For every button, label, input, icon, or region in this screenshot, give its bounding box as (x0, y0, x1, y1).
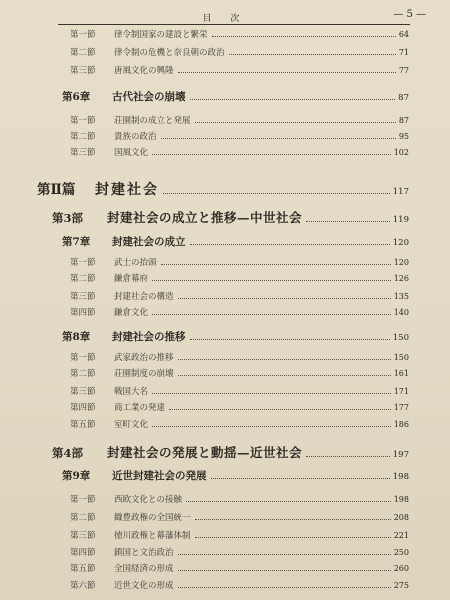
toc-entry-number: 第四節 (70, 403, 96, 413)
toc-entry-title: 封建社会の成立と推移—中世社会 (107, 210, 303, 225)
dot-leader (178, 587, 391, 588)
dot-leader (212, 36, 396, 37)
toc-entry-page: 186 (393, 420, 409, 429)
toc-entry-title: 封建社会の成立 (112, 236, 186, 248)
dot-leader (190, 244, 390, 245)
toc-entry-page: 64 (398, 30, 409, 39)
toc-entry-number: 第三節 (70, 148, 96, 158)
toc-entry-section (0, 418, 450, 430)
toc-entry-section (0, 385, 450, 397)
toc-entry-title: 鎌倉幕府 (114, 274, 149, 284)
dot-leader (178, 554, 391, 555)
toc-entry-number: 第6章 (62, 91, 91, 103)
dot-leader (195, 537, 391, 538)
toc-entry-chapter (0, 329, 450, 344)
toc-entry-page: 171 (393, 387, 409, 396)
toc-entry-page: 161 (393, 369, 409, 378)
toc-entry-page: 208 (393, 513, 409, 522)
header-page-number: — 5 — (393, 9, 426, 20)
toc-entry-page: 197 (392, 450, 409, 460)
dot-leader (152, 280, 391, 281)
toc-entry-title: 全国経済の形成 (114, 564, 174, 574)
toc-entry-title: 近世封建社会の発展 (112, 470, 207, 482)
toc-entry-title: 貴族の政治 (114, 132, 157, 142)
toc-entry-page: 71 (398, 48, 409, 57)
toc-entry-section (0, 272, 450, 284)
toc-entry-number: 第三節 (70, 531, 96, 541)
dot-leader (229, 54, 396, 55)
toc-entry-number: 第一節 (70, 30, 96, 40)
toc-entry-title: 徳川政権と幕藩体制 (114, 531, 191, 541)
dot-leader (161, 138, 396, 139)
toc-entry-page: 221 (393, 531, 409, 540)
toc-entry-title: 封建社会の発展と動揺—近世社会 (107, 445, 303, 460)
toc-entry-section (0, 367, 450, 379)
toc-entry-number: 第五節 (70, 420, 96, 430)
toc-entry-page: 102 (393, 148, 409, 157)
toc-entry-section (0, 351, 450, 363)
toc-entry-page: 250 (393, 548, 409, 557)
toc-entry-page: 87 (398, 93, 409, 103)
dot-leader (163, 193, 390, 194)
toc-entry-page: 198 (392, 472, 409, 482)
toc-entry-title: 近世文化の形成 (114, 581, 174, 591)
toc-entry-section (0, 130, 450, 142)
toc-entry-title: 封建社会 (95, 182, 159, 198)
toc-entry-section (0, 28, 450, 40)
header-title: 目 次 (202, 14, 248, 24)
toc-entry-number: 第8章 (62, 331, 91, 343)
toc-entry-chapter (0, 468, 450, 483)
dot-leader (195, 122, 396, 123)
toc-entry-title: 律令制の危機と奈良朝の政治 (114, 48, 225, 58)
toc-entry-number: 第三節 (70, 387, 96, 397)
toc-entry-section (0, 511, 450, 523)
toc-entry-title: 荘園制の成立と発展 (114, 116, 191, 126)
toc-entry-title: 荘園制度の崩壊 (114, 369, 174, 379)
dot-leader (306, 456, 390, 457)
toc-entry-number: 第一節 (70, 116, 96, 126)
toc-entry-number: 第7章 (62, 236, 91, 248)
toc-entry-page: 95 (398, 132, 409, 141)
toc-entry-page: 126 (393, 274, 409, 283)
toc-entry-part (0, 443, 450, 461)
header-rule (58, 24, 410, 25)
toc-entry-page: 275 (393, 581, 409, 590)
toc-entry-title: 封建社会の構造 (114, 292, 174, 302)
dot-leader (306, 221, 390, 222)
toc-entry-section (0, 46, 450, 58)
toc-entry-number: 第一節 (70, 258, 96, 268)
toc-entry-number: 第3部 (52, 211, 84, 225)
toc-entry-number: 第9章 (62, 470, 91, 482)
toc-entry-page: 260 (393, 564, 409, 573)
toc-entry-chapter (0, 89, 450, 104)
toc-entry-page: 119 (392, 215, 409, 225)
toc-entry-number: 第一節 (70, 495, 96, 505)
dot-leader (169, 409, 391, 410)
toc-entry-title: 武家政治の推移 (114, 353, 174, 363)
toc-entry-section (0, 493, 450, 505)
toc-entry-number: 第三節 (70, 292, 96, 302)
toc-entry-title: 鎖国と文治政治 (114, 548, 174, 558)
toc-entry-section (0, 146, 450, 158)
dot-leader (178, 375, 391, 376)
toc-entry-number: 第二節 (70, 513, 96, 523)
dot-leader (190, 99, 396, 100)
toc-entry-title: 唐風文化の興隆 (114, 66, 174, 76)
toc-entry-number: 第四節 (70, 548, 96, 558)
toc-entry-section (0, 401, 450, 413)
toc-entry-part (0, 208, 450, 226)
dot-leader (161, 264, 391, 265)
toc-entry-section (0, 256, 450, 268)
toc-entry-section (0, 64, 450, 76)
dot-leader (190, 339, 390, 340)
toc-entry-page: 140 (393, 308, 409, 317)
dot-leader (186, 501, 391, 502)
toc-entry-section (0, 579, 450, 591)
dot-leader (152, 426, 391, 427)
toc-entry-section (0, 290, 450, 302)
toc-entry-number: 第一節 (70, 353, 96, 363)
toc-entry-title: 国風文化 (114, 148, 149, 158)
dot-leader (152, 314, 391, 315)
dot-leader (178, 72, 396, 73)
toc-entry-title: 武士の抬頭 (114, 258, 157, 268)
toc-entry-section (0, 546, 450, 558)
dot-leader (178, 359, 391, 360)
toc-entry-number: 第二節 (70, 132, 96, 142)
toc-entry-number: 第二節 (70, 274, 96, 284)
toc-entry-page: 120 (393, 258, 409, 267)
toc-entry-chapter (0, 234, 450, 249)
dot-leader (178, 570, 391, 571)
toc-entry-title: 西欧文化との接触 (114, 495, 183, 505)
toc-entry-title: 戦国大名 (114, 387, 149, 397)
toc-entry-number: 第二節 (70, 369, 96, 379)
dot-leader (152, 154, 391, 155)
toc-entry-page: 120 (392, 238, 409, 248)
toc-entry-number: 第四節 (70, 308, 96, 318)
toc-entry-section (0, 306, 450, 318)
toc-entry-title: 律令制国家の建設と繁栄 (114, 30, 208, 40)
toc-entry-section (0, 562, 450, 574)
toc-entry-number: 第六節 (70, 581, 96, 591)
toc-entry-page: 117 (392, 187, 409, 197)
toc-entry-number: 第二節 (70, 48, 96, 58)
toc-entry-title: 鎌倉文化 (114, 308, 149, 318)
toc-entry-title: 封建社会の推移 (112, 331, 186, 343)
toc-entry-volume (0, 178, 450, 199)
toc-entry-number: 第三節 (70, 66, 96, 76)
dot-leader (211, 478, 390, 479)
toc-entry-title: 商工業の発達 (114, 403, 166, 413)
toc-entry-number: 第4部 (52, 446, 84, 460)
dot-leader (178, 298, 391, 299)
dot-leader (195, 519, 391, 520)
toc-entry-title: 古代社会の崩壊 (112, 91, 186, 103)
dot-leader (152, 393, 391, 394)
toc-entry-number: 第五節 (70, 564, 96, 574)
toc-entry-section (0, 114, 450, 126)
toc-entry-page: 150 (393, 353, 409, 362)
toc-entry-section (0, 529, 450, 541)
toc-entry-number: 第Ⅱ篇 (37, 182, 76, 198)
toc-entry-page: 87 (398, 116, 409, 125)
toc-entry-title: 室町文化 (114, 420, 149, 430)
toc-entry-page: 198 (393, 495, 409, 504)
toc-entry-page: 77 (398, 66, 409, 75)
toc-entry-title: 織豊政権の全国統一 (114, 513, 191, 523)
toc-entry-page: 135 (393, 292, 409, 301)
toc-entry-page: 150 (392, 333, 409, 343)
toc-entry-page: 177 (393, 403, 409, 412)
